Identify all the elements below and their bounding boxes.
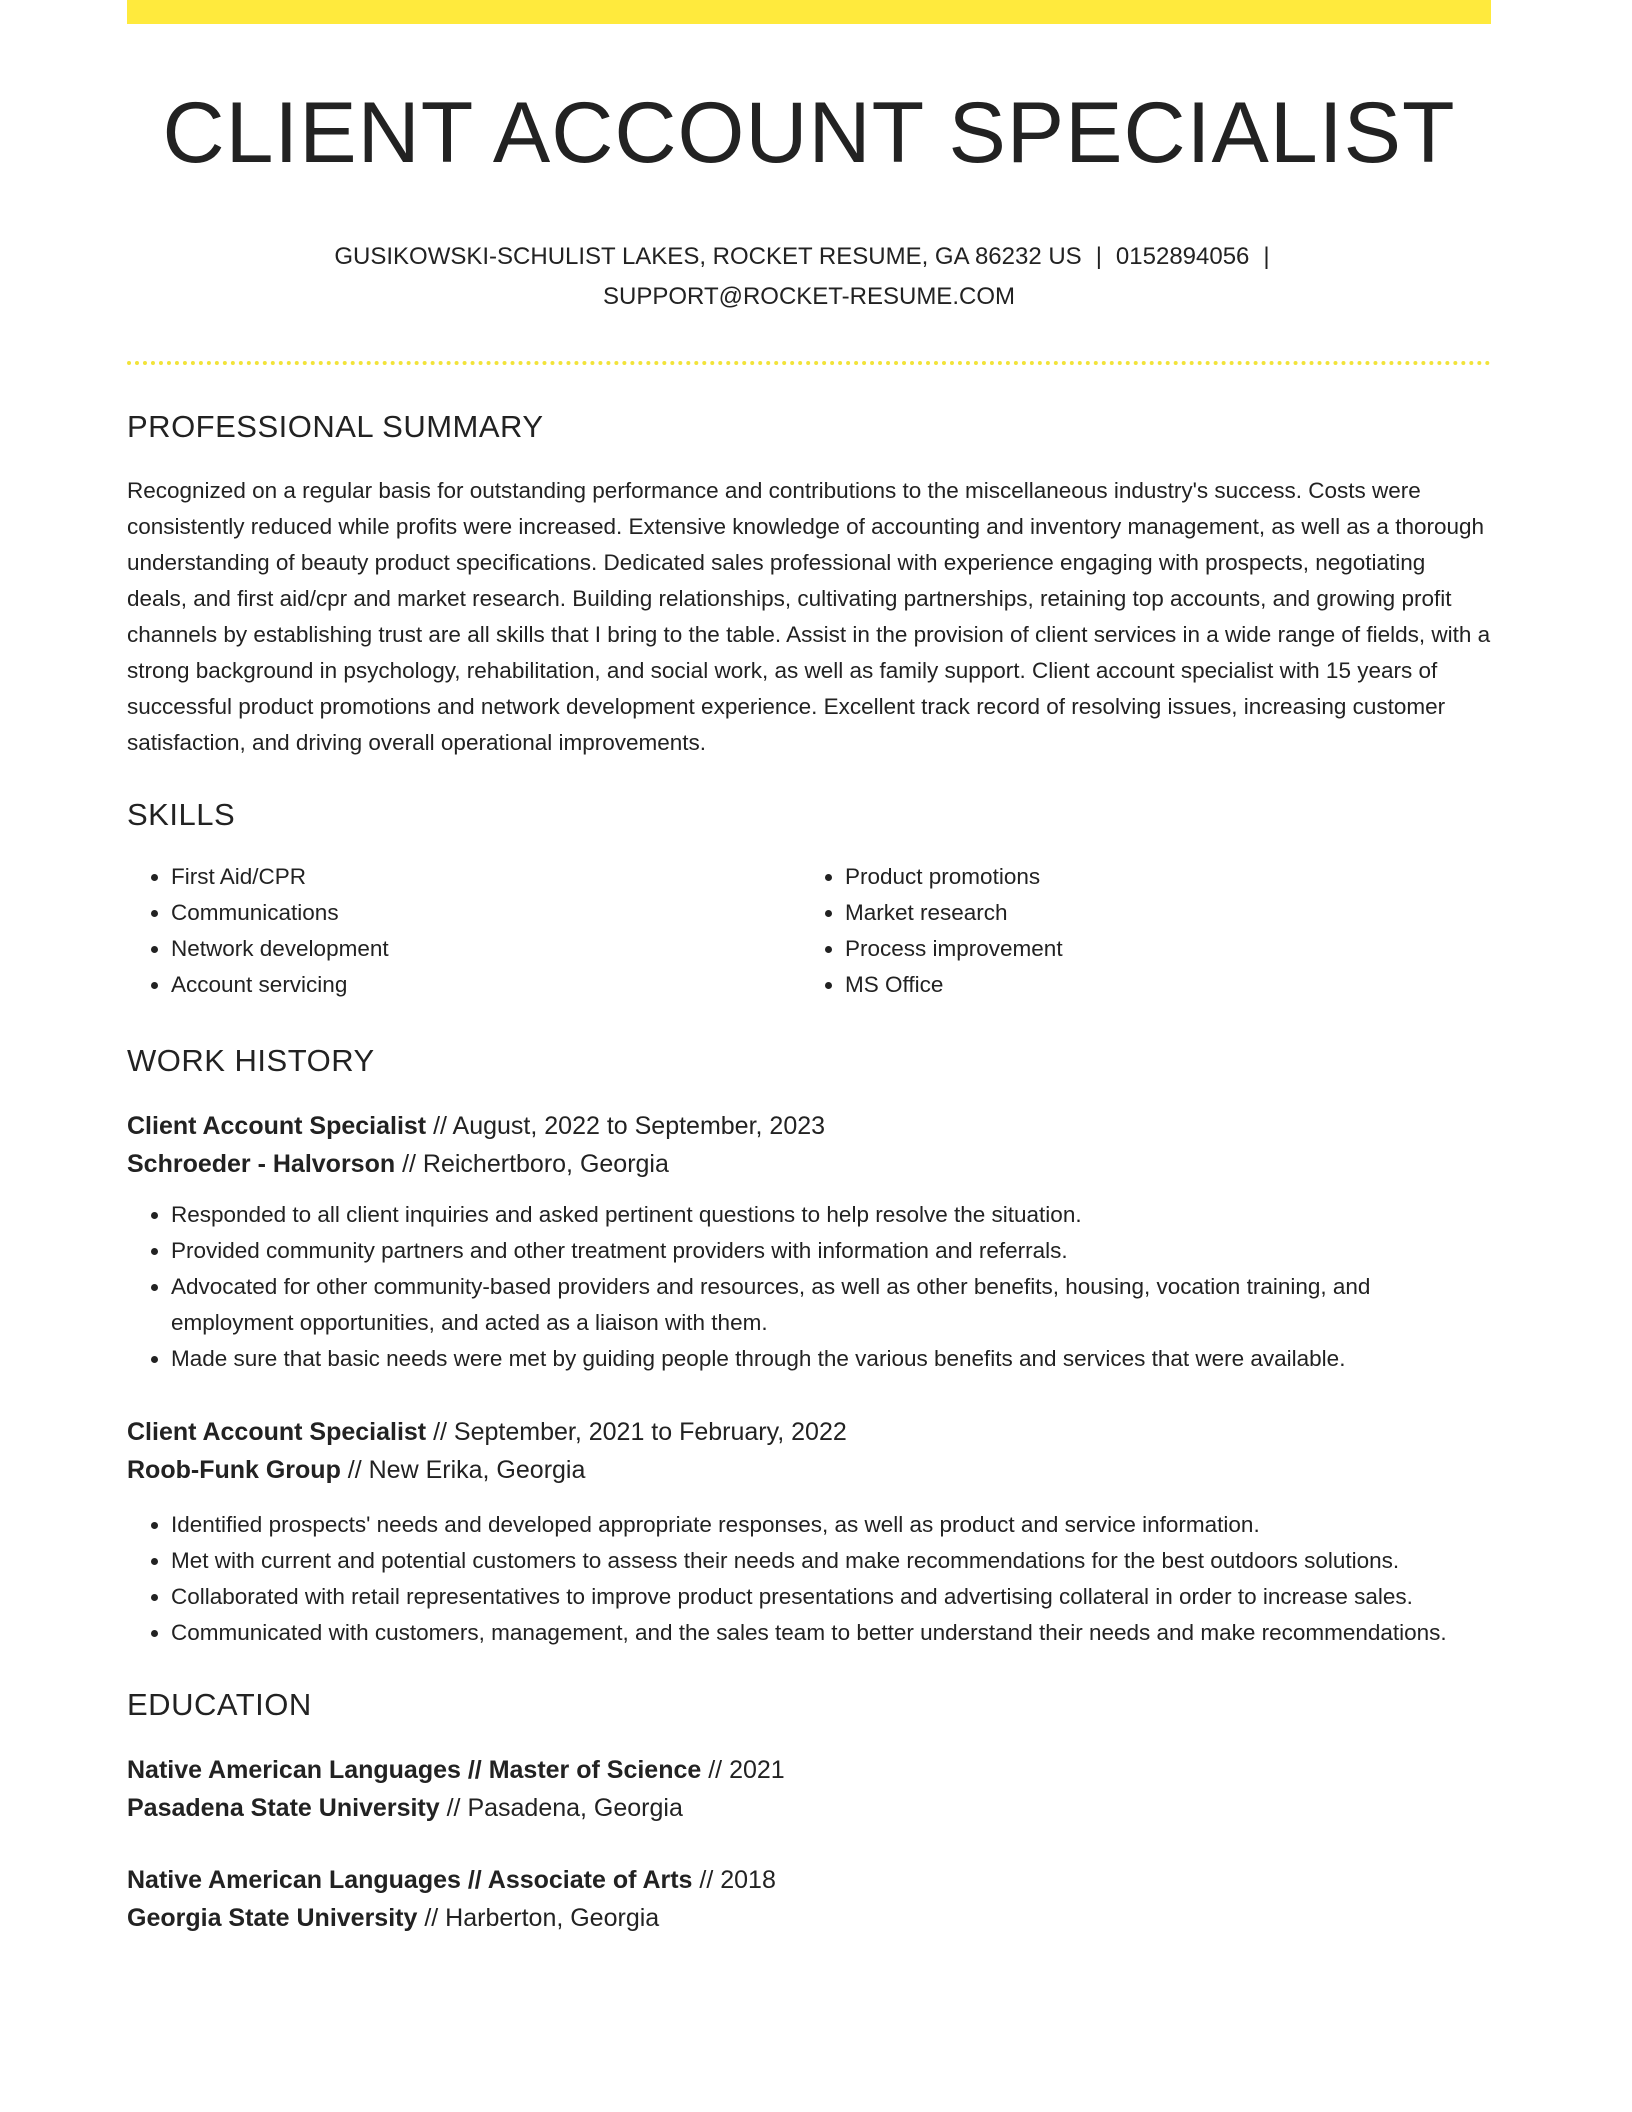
job-bullet: • Made sure that basic needs were met by guiding people through the various benefits and services that were available. <box>171 1341 1491 1377</box>
job-bullet: • Responded to all client inquiries and asked pertinent questions to help resolve the situation. <box>171 1197 1491 1233</box>
contact-email: SUPPORT@ROCKET-RESUME.COM <box>603 282 1015 310</box>
education-school: Pasadena State University <box>127 1793 440 1822</box>
skill-item: • Process improvement <box>845 931 1475 967</box>
job-bullets <box>127 1507 1491 1651</box>
job-title-line <box>127 1107 1491 1145</box>
job-company-line <box>127 1145 1491 1183</box>
top-accent-bar <box>127 0 1491 24</box>
job-bullets <box>127 1197 1491 1377</box>
summary-text: Recognized on a regular basis for outstanding performance and contributions to the miscellaneous industry's success. Costs were consistently reduced while profits were increased. Extensive knowledge of accounting and inventory management, as well as a thorough understanding of beauty product specifications. Dedicated sales professional with experience engaging with prospects, negotiating deals, and first aid/cpr and market research. Building relationships, cultivating partnerships, retaining top accounts, and growing profit channels by establishing trust are all skills that I bring to the table. Assist in the provision of client services in a wide range of fields, with a strong background in psychology, rehabilitation, and social work, as well as family support. Client account specialist with 15 years of successful product promotions and network development experience. Excellent track record of resolving issues, increasing customer satisfaction, and driving overall operational improvements. <box>127 477 1491 755</box>
skills-column-left <box>127 859 801 1003</box>
education-degree-line <box>127 1751 1491 1789</box>
job-role: Client Account Specialist <box>127 1417 427 1446</box>
contact-address: GUSIKOWSKI-SCHULIST LAKES, ROCKET RESUME, GA 86232 US <box>334 242 1082 270</box>
header-divider <box>127 361 1491 365</box>
skills-heading: SKILLS <box>127 796 236 832</box>
summary-heading: PROFESSIONAL SUMMARY <box>127 408 544 444</box>
contact-phone: 0152894056 <box>1115 242 1250 270</box>
skill-item: • Market research <box>845 895 1475 931</box>
job-location: // Reichertboro, Georgia <box>395 1149 669 1178</box>
education-year: // 2018 <box>692 1865 776 1894</box>
education-entry <box>127 1861 1491 1937</box>
job-bullet: • Identified prospects' needs and developed appropriate responses, as well as product and service information. <box>171 1507 1491 1543</box>
education-entry <box>127 1751 1491 1827</box>
education-school: Georgia State University <box>127 1903 418 1932</box>
resume-title: CLIENT ACCOUNT SPECIALIST <box>162 85 1456 181</box>
job-bullet: • Communicated with customers, management, and the sales team to better understand their needs and make recommendations. <box>171 1615 1491 1651</box>
job-bullet: • Advocated for other community-based providers and resources, as well as other benefits, housing, vocation training, and employment opportunities, and acted as a liaison with them. <box>171 1269 1491 1341</box>
education-school-line <box>127 1789 1491 1827</box>
skill-item: • Account servicing <box>171 967 801 1003</box>
skill-item: • First Aid/CPR <box>171 859 801 895</box>
skill-item: • MS Office <box>845 967 1475 1003</box>
education-degree-line <box>127 1861 1491 1899</box>
education-degree: Native American Languages // Master of Science <box>127 1755 702 1784</box>
job-title-line <box>127 1413 1491 1451</box>
job-bullet: • Met with current and potential customers to assess their needs and make recommendations for the best outdoors solutions. <box>171 1543 1491 1579</box>
contact-separator: | <box>1095 242 1102 270</box>
education-heading: EDUCATION <box>127 1686 312 1722</box>
job-bullet: • Provided community partners and other treatment providers with information and referrals. <box>171 1233 1491 1269</box>
skill-item: • Network development <box>171 931 801 967</box>
job-dates: // August, 2022 to September, 2023 <box>426 1111 826 1140</box>
resume-page <box>127 0 1491 1937</box>
job-company-line <box>127 1451 1491 1489</box>
education-degree: Native American Languages // Associate of Arts <box>127 1865 693 1894</box>
contact-separator: | <box>1263 242 1270 270</box>
job-location: // New Erika, Georgia <box>340 1455 586 1484</box>
job-role: Client Account Specialist <box>127 1111 427 1140</box>
education-school-line <box>127 1899 1491 1937</box>
education-location: // Harberton, Georgia <box>417 1903 660 1932</box>
contact-info <box>127 237 1491 317</box>
skills-list <box>127 859 1491 1003</box>
job-company: Roob-Funk Group <box>127 1455 341 1484</box>
skills-column-right <box>801 859 1475 1003</box>
job-entry <box>127 1107 1491 1183</box>
education-year: // 2021 <box>701 1755 785 1784</box>
skill-item: • Communications <box>171 895 801 931</box>
job-company: Schroeder - Halvorson <box>127 1149 396 1178</box>
skill-item: • Product promotions <box>845 859 1475 895</box>
work-heading: WORK HISTORY <box>127 1042 375 1078</box>
job-entry <box>127 1413 1491 1489</box>
job-bullet: • Collaborated with retail representatives to improve product presentations and advertising collateral in order to increase sales. <box>171 1579 1491 1615</box>
job-dates: // September, 2021 to February, 2022 <box>426 1417 847 1446</box>
education-location: // Pasadena, Georgia <box>439 1793 683 1822</box>
